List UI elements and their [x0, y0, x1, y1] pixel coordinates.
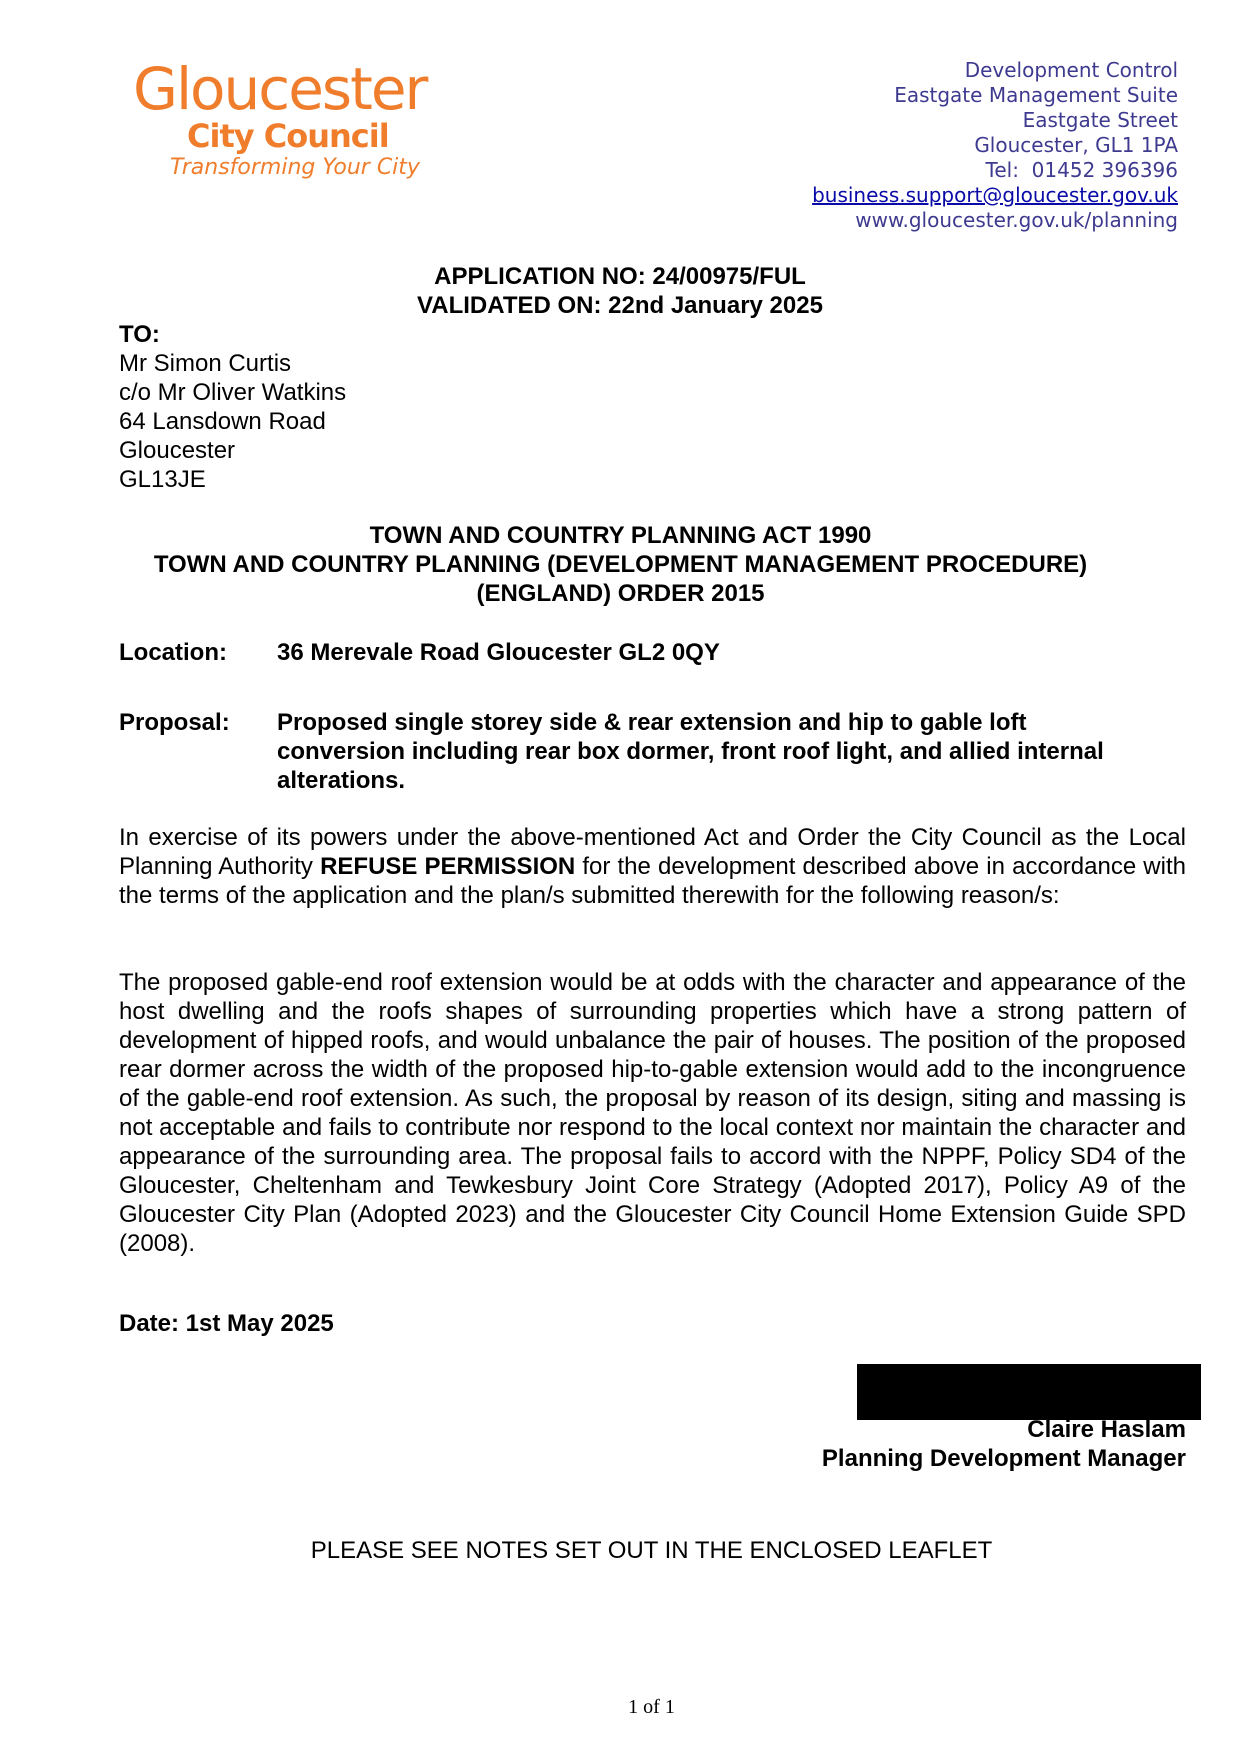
signatory-title: Planning Development Manager	[821, 1445, 1186, 1472]
office-suite: Eastgate Management Suite	[894, 83, 1178, 107]
logo-tagline: Transforming Your City	[170, 155, 420, 180]
location-label: Location:	[119, 639, 227, 666]
office-street: Eastgate Street	[1022, 108, 1178, 132]
recipient-line: Gloucester	[119, 437, 236, 464]
office-dept: Development Control	[964, 58, 1178, 82]
decision-text-after: for the development described above in accordance with the terms of the application and the plan/s submitted therewith for the following reason/s:	[119, 853, 1186, 909]
page-number: 1 of 1	[628, 1696, 675, 1718]
office-tel: Tel: 01452 396396	[985, 158, 1178, 182]
office-city: Gloucester, GL1 1PA	[974, 133, 1178, 157]
proposal-value: Proposed single storey side & rear extension and hip to gable loft conversion including rear box dormer, front roof light, and allied internal alterations.	[277, 709, 1104, 794]
act-title: (ENGLAND) ORDER 2015	[476, 580, 765, 607]
recipient-block	[119, 320, 346, 494]
office-web: www.gloucester.gov.uk/planning	[855, 208, 1178, 232]
recipient-line: 64 Lansdown Road	[119, 408, 326, 435]
decision-text-before: In exercise of its powers under the above-mentioned Act and Order the City Council as the Local Planning Authority	[119, 824, 1186, 880]
act-title: TOWN AND COUNTRY PLANNING (DEVELOPMENT MANAGEMENT PROCEDURE)	[153, 551, 1088, 578]
decision-date: Date: 1st May 2025	[119, 1310, 334, 1337]
office-address	[812, 58, 1178, 233]
notes-text: PLEASE SEE NOTES SET OUT IN THE ENCLOSED LEAFLET	[310, 1537, 993, 1564]
office-email-link[interactable]: business.support@gloucester.gov.uk	[812, 183, 1178, 207]
refusal-reason: The proposed gable-end roof extension would be at odds with the character and appearance of the host dwelling and the roofs shapes of surrounding properties which have a strong pattern of development of hipped roofs, and would unbalance the pair of houses. The position of the proposed rear dormer across the width of the proposed hip-to-gable extension would add to the incongruence of the gable-end roof extension. As such, the proposal by reason of its design, siting and massing is not acceptable and fails to contribute nor respond to the local context nor maintain the character and appearance of the surrounding area. The proposal fails to accord with the NPPF, Policy SD4 of the Gloucester, Cheltenham and Tewkesbury Joint Core Strategy (Adopted 2017), Policy A9 of the Gloucester City Plan (Adopted 2023) and the Gloucester City Council Home Extension Guide SPD (2008).	[119, 969, 1186, 1257]
signatory-block	[822, 1415, 1186, 1473]
signatory-name: Claire Haslam	[1027, 1416, 1186, 1443]
recipient-line: c/o Mr Oliver Watkins	[119, 379, 347, 406]
proposal-label: Proposal:	[119, 709, 230, 736]
logo-subtitle: City Council	[187, 117, 389, 155]
recipient-label: TO:	[119, 321, 160, 348]
decision-outcome: REFUSE PERMISSION	[320, 853, 576, 880]
act-title: TOWN AND COUNTRY PLANNING ACT 1990	[369, 522, 872, 549]
application-header	[380, 262, 860, 320]
application-validated: VALIDATED ON: 22nd January 2025	[417, 292, 823, 319]
application-number: APPLICATION NO: 24/00975/FUL	[434, 263, 806, 290]
act-titles	[119, 521, 1122, 608]
location-value: 36 Merevale Road Gloucester GL2 0QY	[277, 639, 720, 666]
logo-title: Gloucester	[133, 55, 427, 123]
recipient-line: Mr Simon Curtis	[119, 350, 292, 377]
redacted-signature	[857, 1364, 1201, 1420]
decision-paragraph	[119, 823, 1186, 910]
recipient-line: GL13JE	[119, 466, 206, 493]
